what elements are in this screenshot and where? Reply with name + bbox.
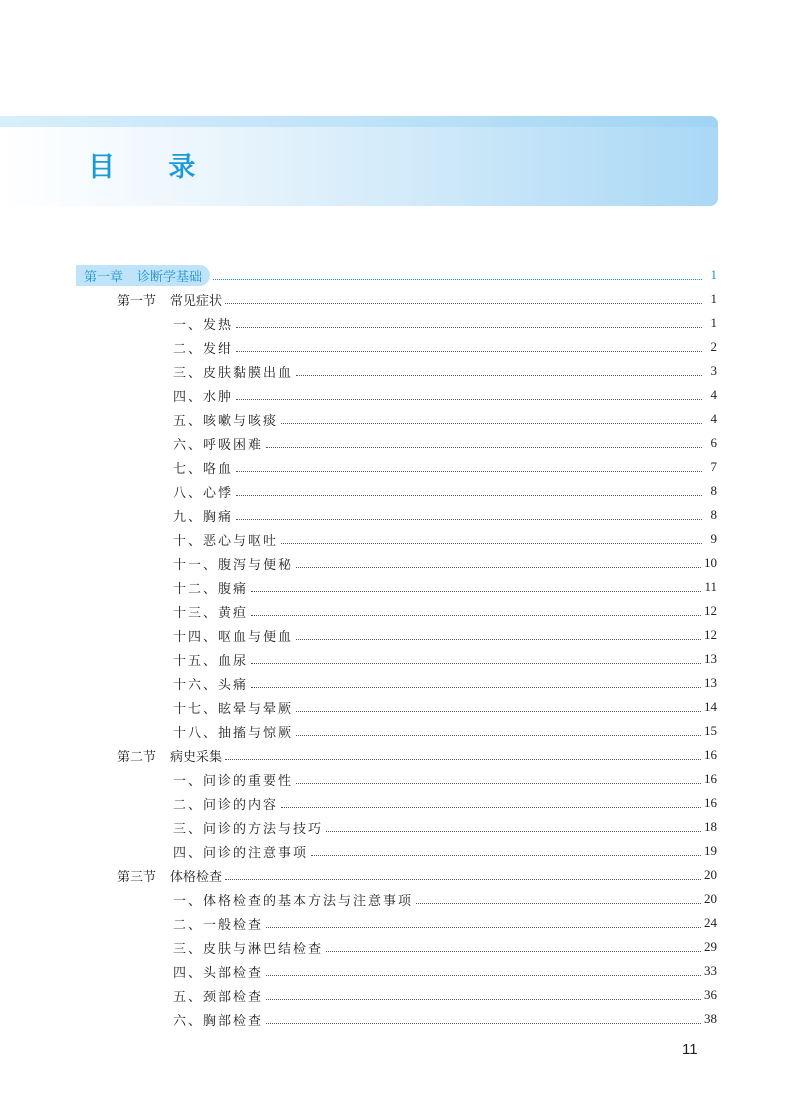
dot-leader	[266, 999, 701, 1000]
toc-item[interactable]	[173, 336, 717, 358]
dot-leader	[236, 351, 702, 352]
dot-leader	[266, 1023, 701, 1024]
dot-leader	[281, 423, 702, 424]
item-title: 十一、腹泻与便秘	[173, 557, 294, 573]
item-title: 四、水肿	[173, 389, 234, 405]
section-title: 体格检查	[170, 869, 223, 885]
toc-item[interactable]	[173, 312, 717, 334]
section-title: 常见症状	[170, 293, 223, 309]
toc-item[interactable]	[173, 528, 717, 550]
item-title: 四、问诊的注意事项	[173, 845, 309, 861]
chapter-label	[76, 265, 210, 286]
dot-leader	[311, 855, 701, 856]
page-number: 11	[682, 1041, 698, 1058]
item-page: 12	[704, 627, 717, 642]
dot-leader	[296, 735, 701, 736]
toc-item[interactable]	[173, 768, 717, 790]
item-title: 十四、呕血与便血	[173, 629, 294, 645]
item-page: 36	[704, 987, 717, 1002]
item-title: 二、问诊的内容	[173, 797, 279, 813]
item-title: 二、发绀	[173, 341, 234, 357]
dot-leader	[236, 399, 702, 400]
chapter-page: 1	[710, 267, 717, 282]
item-title: 三、问诊的方法与技巧	[173, 821, 324, 837]
item-page: 16	[704, 771, 717, 786]
dot-leader	[296, 567, 701, 568]
dot-leader	[326, 951, 701, 952]
toc-item[interactable]	[173, 408, 717, 430]
item-title: 一、问诊的重要性	[173, 773, 294, 789]
item-page: 20	[704, 891, 717, 906]
dot-leader	[266, 927, 701, 928]
dot-leader	[236, 327, 702, 328]
item-page: 9	[710, 531, 717, 546]
item-title: 十六、头痛	[173, 677, 249, 693]
dot-leader	[281, 807, 701, 808]
item-title: 一、体格检查的基本方法与注意事项	[173, 893, 414, 909]
dot-leader	[296, 639, 701, 640]
item-page: 1	[710, 315, 717, 330]
toc-item[interactable]	[173, 888, 717, 910]
toc-item[interactable]	[173, 576, 717, 598]
section-page: 1	[710, 291, 717, 306]
item-page: 10	[704, 555, 717, 570]
toc-item[interactable]	[173, 912, 717, 934]
toc-item[interactable]	[173, 480, 717, 502]
toc-item[interactable]	[173, 552, 717, 574]
toc-item[interactable]	[173, 960, 717, 982]
toc-item[interactable]	[173, 840, 717, 862]
item-title: 十五、血尿	[173, 653, 249, 669]
dot-leader	[251, 663, 701, 664]
item-page: 4	[710, 411, 717, 426]
section-page: 16	[704, 747, 717, 762]
section-page: 20	[704, 867, 717, 882]
section-number: 第二节	[117, 749, 157, 765]
item-title: 三、皮肤与淋巴结检查	[173, 941, 324, 957]
item-page: 24	[704, 915, 717, 930]
item-page: 14	[704, 699, 717, 714]
dot-leader	[326, 831, 701, 832]
item-title: 五、颈部检查	[173, 989, 264, 1005]
toc-item[interactable]	[173, 984, 717, 1006]
item-title: 三、皮肤黏膜出血	[173, 365, 294, 381]
section-label	[117, 746, 222, 765]
dot-leader	[296, 375, 702, 376]
item-title: 八、心悸	[173, 485, 234, 501]
toc-item[interactable]	[173, 504, 717, 526]
toc-item[interactable]	[173, 600, 717, 622]
dot-leader	[251, 591, 701, 592]
section-label	[117, 290, 222, 309]
item-title: 七、咯血	[173, 461, 234, 477]
item-page: 3	[710, 363, 717, 378]
toc-item[interactable]	[173, 384, 717, 406]
toc-item[interactable]	[173, 432, 717, 454]
item-page: 2	[710, 339, 717, 354]
section-number: 第一节	[117, 293, 157, 309]
item-title: 十八、抽搐与惊厥	[173, 725, 294, 741]
item-title: 一、发热	[173, 317, 234, 333]
item-page: 7	[710, 459, 717, 474]
item-title: 十七、眩晕与晕厥	[173, 701, 294, 717]
toc-item[interactable]	[173, 720, 717, 742]
item-title: 二、一般检查	[173, 917, 264, 933]
toc-chapter[interactable]	[80, 264, 717, 286]
item-page: 16	[704, 795, 717, 810]
item-page: 8	[710, 507, 717, 522]
item-page: 11	[704, 579, 717, 594]
dot-leader	[296, 783, 701, 784]
item-page: 13	[704, 651, 717, 666]
dot-leader	[251, 687, 701, 688]
page-title: 目 录	[88, 152, 218, 183]
item-page: 8	[710, 483, 717, 498]
item-title: 四、头部检查	[173, 965, 264, 981]
item-title: 六、胸部检查	[173, 1013, 264, 1029]
item-title: 十二、腹痛	[173, 581, 249, 597]
item-page: 15	[704, 723, 717, 738]
dot-leader	[225, 303, 702, 304]
item-page: 12	[704, 603, 717, 618]
chapter-number: 第一章	[84, 269, 124, 285]
dot-leader	[266, 447, 702, 448]
section-title: 病史采集	[170, 749, 223, 765]
dot-leader	[236, 471, 702, 472]
toc-item[interactable]	[173, 456, 717, 478]
item-title: 六、呼吸困难	[173, 437, 264, 453]
dot-leader	[213, 279, 702, 280]
item-page: 18	[704, 819, 717, 834]
item-page: 33	[704, 963, 717, 978]
item-title: 九、胸痛	[173, 509, 234, 525]
item-title: 十三、黄疸	[173, 605, 249, 621]
item-page: 38	[704, 1011, 717, 1026]
dot-leader	[236, 519, 702, 520]
chapter-title: 诊断学基础	[137, 269, 203, 285]
item-page: 6	[710, 435, 717, 450]
dot-leader	[225, 879, 701, 880]
item-page: 13	[704, 675, 717, 690]
item-page: 4	[710, 387, 717, 402]
toc-section[interactable]	[117, 288, 717, 310]
toc-item[interactable]	[173, 816, 717, 838]
toc-item[interactable]	[173, 792, 717, 814]
section-label	[117, 866, 222, 885]
dot-leader	[225, 759, 701, 760]
dot-leader	[416, 903, 701, 904]
dot-leader	[281, 543, 702, 544]
dot-leader	[296, 711, 701, 712]
item-page: 29	[704, 939, 717, 954]
toc-item[interactable]	[173, 1008, 717, 1030]
item-title: 五、咳嗽与咳痰	[173, 413, 279, 429]
toc-item[interactable]	[173, 360, 717, 382]
toc-section[interactable]	[117, 744, 717, 766]
toc-item[interactable]	[173, 936, 717, 958]
dot-leader	[266, 975, 701, 976]
toc-item[interactable]	[173, 624, 717, 646]
section-number: 第三节	[117, 869, 157, 885]
dot-leader	[236, 495, 702, 496]
toc-section[interactable]	[117, 864, 717, 886]
item-page: 19	[704, 843, 717, 858]
toc-item[interactable]	[173, 696, 717, 718]
dot-leader	[251, 615, 701, 616]
item-title: 十、恶心与呕吐	[173, 533, 279, 549]
toc-item[interactable]	[173, 672, 717, 694]
toc-item[interactable]	[173, 648, 717, 670]
